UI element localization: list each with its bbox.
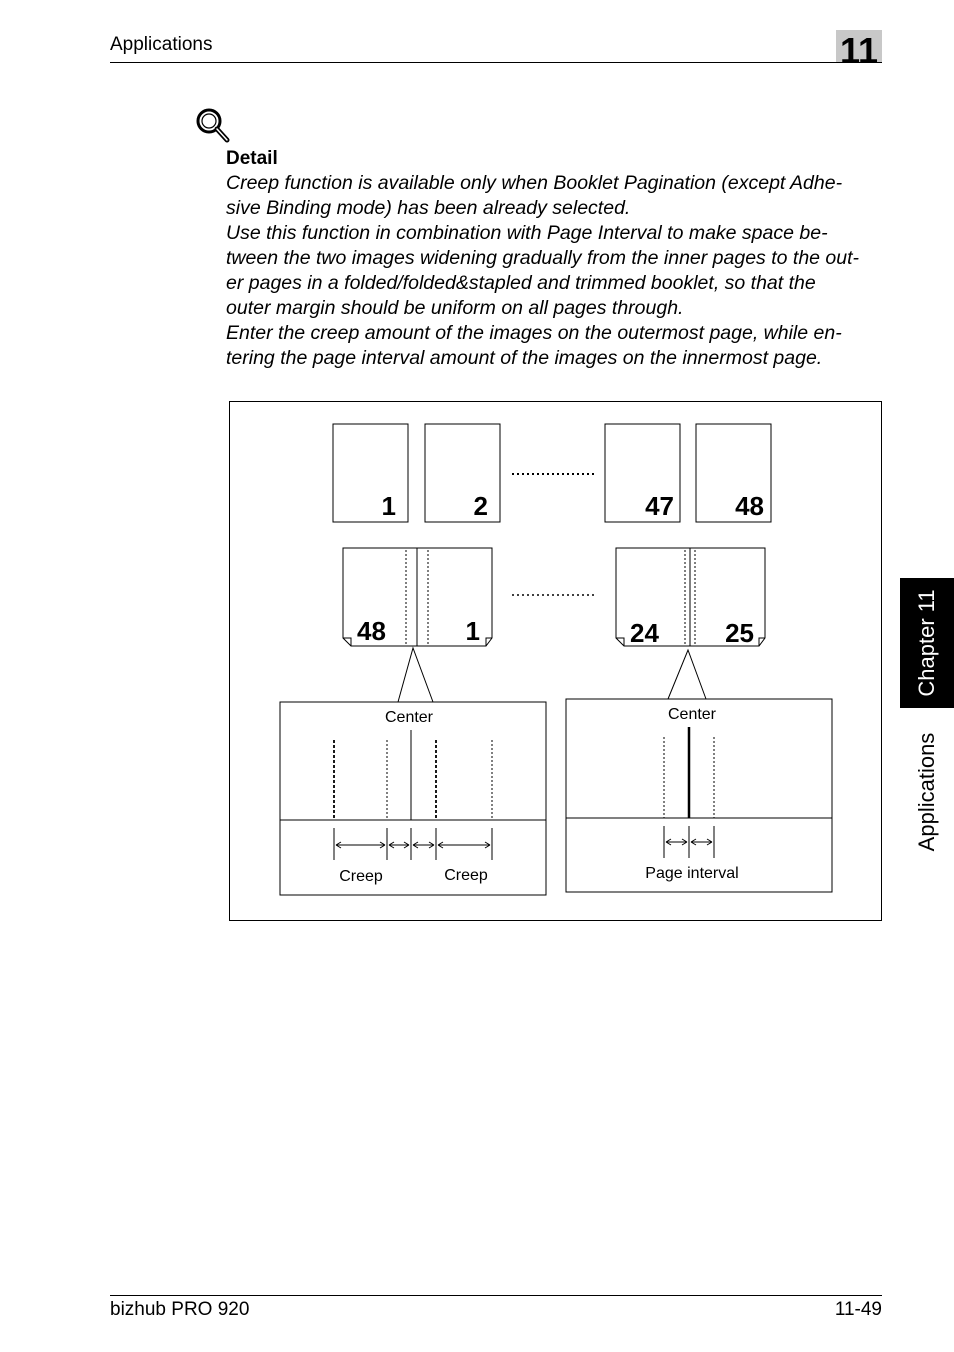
page-number-1: 1	[381, 491, 396, 521]
running-header-title: Applications	[110, 34, 213, 55]
section-side-tab	[900, 712, 954, 872]
spread-outer-right-number: 1	[465, 616, 480, 646]
magnifier-icon	[194, 106, 234, 151]
spread-inner-right-number: 25	[725, 618, 754, 648]
detail-paragraph-1: Creep function is available only when Booklet Pagination (except Adhe- sive Binding mode) has been already selected.	[226, 172, 843, 219]
detail-paragraph-2: Use this function in combination with Page Interval to make space be- tween the two images widening gradually from the inner pages to the out- er pages in a folded/folded&stapled and trimmed booklet, so that the outer margin should be uniform on all pages through.	[226, 222, 860, 319]
detail-paragraph-3: Enter the creep amount of the images on the outermost page, while en- tering the page interval amount of the images on the innermost page.	[226, 322, 842, 369]
detail-text	[226, 171, 888, 371]
chapter-side-tab	[900, 578, 954, 708]
creep-diagram	[229, 401, 882, 921]
footer-page-number: 11-49	[834, 1299, 882, 1320]
interval-panel-center-label: Center	[667, 706, 717, 723]
section-side-tab-label: Applications	[914, 732, 939, 852]
detail-heading: Detail	[226, 148, 278, 169]
footer-rule	[110, 1295, 882, 1296]
creep-label-left: Creep	[339, 868, 383, 885]
spread-inner-left-number: 24	[630, 618, 659, 648]
spreads-row	[343, 548, 765, 648]
chapter-side-tab-label: Chapter 11	[914, 589, 939, 697]
creep-detail-panel	[280, 702, 546, 895]
page-number-47: 47	[645, 491, 674, 521]
footer-product-name: bizhub PRO 920	[110, 1299, 250, 1320]
single-pages-row	[333, 424, 771, 522]
chapter-number-box: 11	[836, 30, 882, 62]
page-number-48: 48	[735, 491, 764, 521]
page-number-2: 2	[473, 491, 488, 521]
creep-label-right: Creep	[444, 867, 488, 884]
header-rule	[110, 62, 882, 63]
creep-panel-center-label: Center	[384, 709, 434, 726]
spread-outer-left-number: 48	[357, 616, 386, 646]
page-interval-label: Page interval	[645, 865, 739, 882]
page-interval-detail-panel	[566, 699, 832, 892]
